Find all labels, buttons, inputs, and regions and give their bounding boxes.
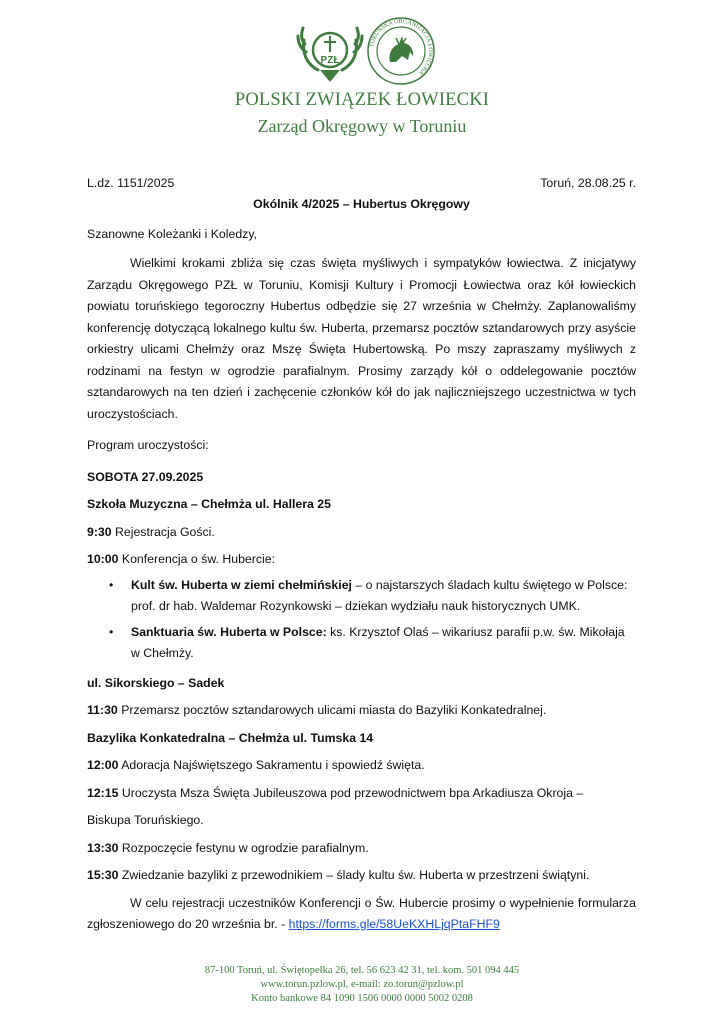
program-time: 13:30 — [87, 840, 119, 855]
bullet: • — [109, 624, 114, 639]
talk-title: Sanktuaria św. Huberta w Polsce: — [131, 624, 327, 639]
list-item — [109, 575, 636, 618]
program-day: SOBOTA 27.09.2025 — [87, 469, 204, 484]
program-time: 15:30 — [87, 868, 119, 882]
talk-text: – o najstarszych śladach kultu świętego w Polsce: prof. dr hab. Waldemar Rozynkowski – dziekan wydziału nauk historycznych UMK. — [131, 577, 628, 613]
program-time: 12:15 — [87, 785, 119, 800]
program-time: 9:30 — [87, 524, 112, 539]
footer — [0, 964, 724, 1006]
venue-street: ul. Sikorskiego – Sadek — [87, 675, 225, 690]
seal-icon — [366, 16, 436, 86]
seal-text: TORUŃSKA ORGANIZACJA ŁOWIECKA — [369, 18, 434, 76]
place-date: Toruń, 28.08.25 r. — [540, 176, 636, 190]
program-item — [87, 522, 636, 544]
talk-title: Kult św. Huberta w ziemi chełmińskiej — [131, 577, 352, 592]
program-text: Rozpoczęcie festynu w ogrodzie parafialnym. — [118, 840, 369, 855]
program-item — [87, 549, 636, 571]
logo-text: PZŁ — [320, 55, 340, 66]
footer-address: 87-100 Toruń, ul. Świętopełka 26, tel. 56 623 42 31, tel. kom. 501 094 445 — [204, 965, 520, 976]
list-item — [109, 622, 636, 665]
letter-body — [87, 173, 636, 936]
org-subtitle: Zarząd Okręgowy w Toruniu — [257, 116, 467, 136]
reference-number: L.dz. 1151/2025 — [87, 176, 175, 190]
registration-text: W celu rejestracji uczestników Konferencji o Św. Hubercie prosimy o wypełnienie formularza zgłoszeniowego do 20 września br. - — [87, 895, 636, 931]
program-label: Program uroczystości: — [87, 438, 209, 452]
program-item — [87, 865, 636, 887]
program-item — [87, 700, 636, 722]
program-text: Zwiedzanie bazyliki z przewodnikiem – ślady kultu św. Huberta w przestrzeni świątyni. — [118, 868, 590, 882]
letter-title: Okólnik 4/2025 – Hubertus Okręgowy — [253, 197, 470, 211]
talk-text: ks. Krzysztof Olaś – wikariusz parafii p.w. św. Mikołaja w Chełmży. — [131, 624, 625, 660]
program-time: 10:00 — [87, 552, 119, 566]
program-text: Uroczysta Msza Święta Jubileuszowa pod przewodnictwem bpa Arkadiusza Okroja – — [118, 785, 584, 800]
program-time: 11:30 — [87, 703, 118, 717]
program-item — [87, 838, 636, 860]
venue-basilica: Bazylika Konkatedralna – Chełmża ul. Tumska 14 — [87, 730, 374, 745]
program-text: Rejestracja Gości. — [111, 524, 215, 539]
pzl-logo-icon — [294, 18, 366, 84]
venue-music-school: Szkoła Muzyczna – Chełmża ul. Hallera 25 — [87, 497, 331, 511]
program-text: Przemarsz pocztów sztandarowych ulicami miasta do Bazyliki Konkatedralnej. — [117, 703, 547, 717]
greeting: Szanowne Koleżanki i Koledzy, — [87, 226, 257, 241]
program-time: 12:00 — [87, 758, 119, 772]
footer-bank-account: Konto bankowe 84 1090 1506 0000 0000 5002 0208 — [251, 993, 473, 1004]
program-item-continued: Biskupa Toruńskiego. — [87, 813, 204, 827]
org-name: POLSKI ZWIĄZEK ŁOWIECKI — [234, 90, 490, 110]
registration-link[interactable]: https://forms.gle/58UeKXHLjqPtaFHF9 — [288, 917, 500, 931]
program-item — [87, 783, 636, 805]
reference-row — [87, 173, 636, 194]
footer-contact: www.torun.pzlow.pl, e-mail: zo.torun@pzlow.pl — [260, 979, 464, 990]
bullet: • — [109, 577, 114, 592]
program-item — [87, 755, 636, 777]
registration-paragraph — [87, 893, 636, 936]
header-logos — [0, 14, 724, 88]
talks-list — [87, 575, 636, 665]
intro-paragraph: Wielkimi krokami zbliża się czas święta myśliwych i sympatyków łowiectwa. Z inicjatywy Zarządu Okręgowego PZŁ w Toruniu, Komisji Kultury i Promocji Łowiectwa oraz kół łowieckich powiatu toruńskiego tegoroczny Hubertus odbędzie się 27 września w Chełmży. Zaplanowaliśmy konferencję dotyczącą lokalnego kultu św. Huberta, przemarsz pocztów sztandarowych przy asyście orkiestry ulicami Chełmży oraz Mszę Święta Hubertowską. Po mszy zapraszamy myśliwych z rodzinami na festyn w ogrodzie parafialnym. Prosimy zarządy kół o oddelegowanie pocztów sztandarowych na ten dzień i zachęcenie członków kół do jak najliczniejszego uczestnictwa w tych uroczystościach. — [87, 256, 636, 421]
program-text: Konferencja o św. Hubercie: — [118, 552, 275, 566]
program-text: Adoracja Najświętszego Sakramentu i spowiedź święta. — [118, 758, 425, 772]
